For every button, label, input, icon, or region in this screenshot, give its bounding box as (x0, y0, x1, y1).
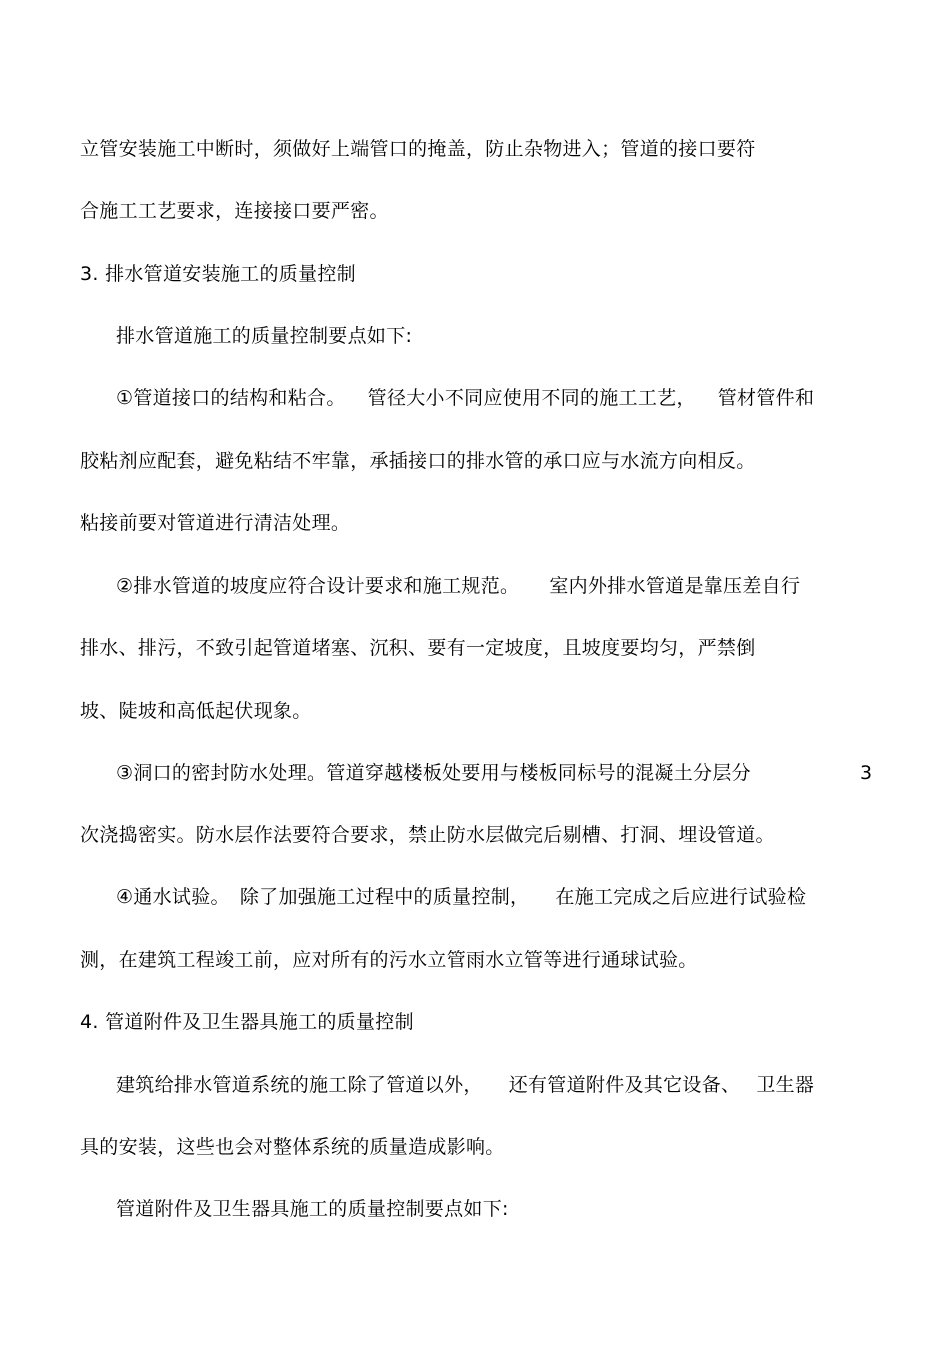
list-item-2-text-a: 室内外排水管道是靠压差自行 (549, 575, 801, 597)
paragraph-4-line-2: 具的安装，这些也会对整体系统的质量造成影响。 (80, 1136, 505, 1158)
list-item-1-line-1 (116, 386, 814, 410)
list-item-1-line-3: 粘接前要对管道进行清洁处理。 (80, 512, 351, 534)
list-item-4-title: ④通水试验。 (116, 886, 230, 908)
list-item-2-line-3: 坡、陡坡和高低起伏现象。 (80, 700, 312, 722)
list-item-4-text-b: 在施工完成之后应进行试验检 (555, 886, 807, 908)
paragraph-4-text-b: 还有管道附件及其它设备、 (508, 1074, 741, 1096)
paragraph-line-intro: 排水管道施工的质量控制要点如下: (116, 325, 413, 347)
list-item-2-line-2: 排水、排污，不致引起管道堵塞、沉积、要有一定坡度，且坡度要均匀，严禁倒 (80, 637, 756, 659)
list-item-1-text-b: 管材管件和 (717, 387, 815, 409)
list-item-2-title: ②排水管道的坡度应符合设计要求和施工规范。 (116, 575, 520, 597)
list-item-1-title: ①管道接口的结构和粘合。 (116, 387, 346, 409)
paragraph-line-1: 立管安装施工中断时，须做好上端管口的掩盖，防止杂物进入；管道的接口要符 (80, 138, 756, 160)
list-item-4-line-1 (116, 885, 806, 909)
list-item-2-line-1 (116, 574, 800, 598)
paragraph-4-line-1 (116, 1073, 814, 1097)
list-item-1-text-a: 管径大小不同应使用不同的施工工艺， (367, 387, 696, 409)
list-item-1-line-2: 胶粘剂应配套，避免粘结不牢靠，承插接口的排水管的承口应与水流方向相反。 (80, 450, 756, 472)
paragraph-4-text-a: 建筑给排水管道系统的施工除了管道以外， (116, 1074, 483, 1096)
paragraph-5-line-1: 管道附件及卫生器具施工的质量控制要点如下: (116, 1198, 509, 1220)
section-heading-4: 4. 管道附件及卫生器具施工的质量控制 (80, 1011, 414, 1033)
page-number: 3 (860, 762, 873, 784)
list-item-4-text-a: 除了加强施工过程中的质量控制， (239, 886, 530, 908)
section-heading-3: 3. 排水管道安装施工的质量控制 (80, 263, 356, 285)
list-item-3-line-2: 次浇捣密实。防水层作法要符合要求，禁止防水层做完后剔槽、打洞、埋设管道。 (80, 824, 775, 846)
list-item-3-line-1: ③洞口的密封防水处理。管道穿越楼板处要用与楼板同标号的混凝土分层分 (116, 762, 751, 784)
paragraph-line-2: 合施工工艺要求，连接接口要严密。 (80, 200, 389, 222)
list-item-4-line-2: 测，在建筑工程竣工前，应对所有的污水立管雨水立管等进行通球试验。 (80, 949, 698, 971)
paragraph-4-text-c: 卫生器 (756, 1074, 815, 1096)
